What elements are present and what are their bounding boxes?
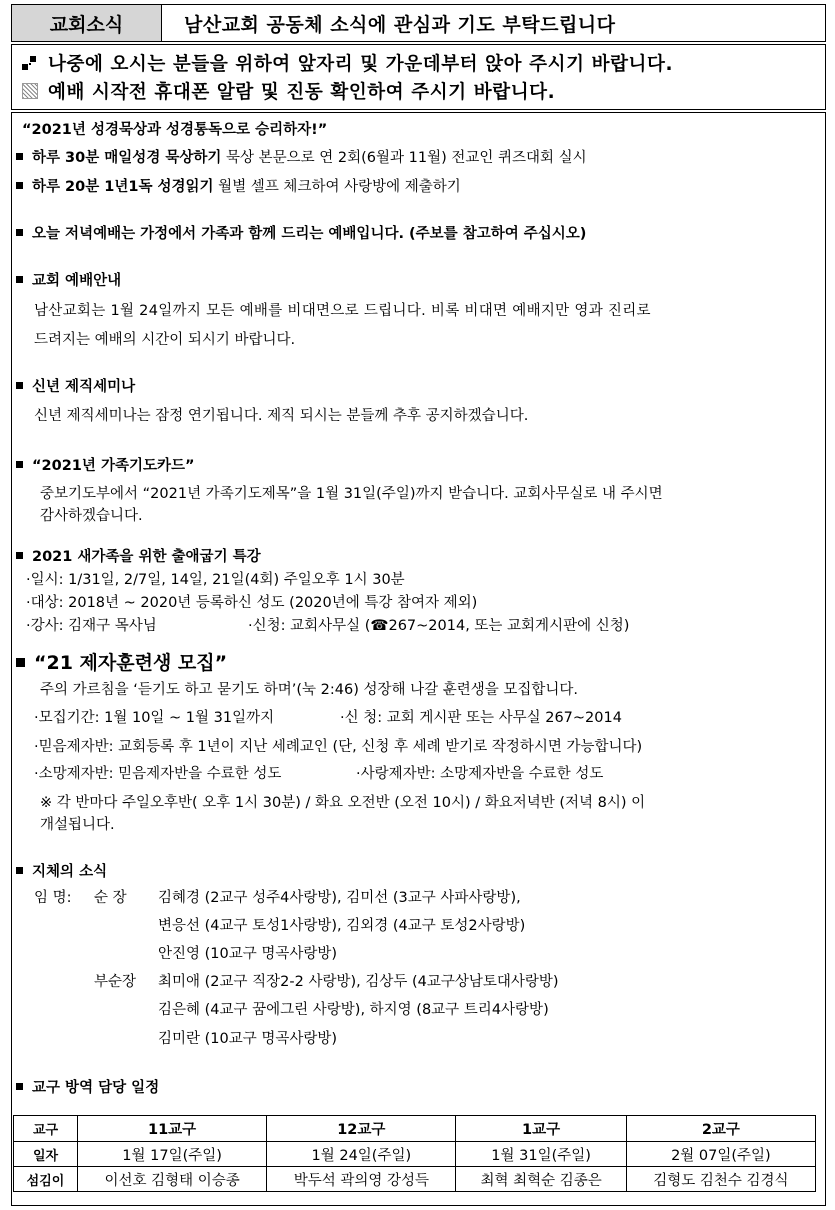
quarantine-title: 교구 방역 담당 일정 bbox=[16, 1078, 159, 1098]
body-news-title: 지체의 소식 bbox=[16, 862, 107, 882]
square-bullet-icon bbox=[16, 382, 23, 389]
section-tag: 교회소식 bbox=[12, 5, 162, 41]
bible-item-reading: 하루 20분 1년1독 성경읽기 월별 셀프 체크하여 사랑방에 제출하기 bbox=[16, 177, 461, 197]
disciple-love-class: ·사랑제자반: 소망제자반을 수료한 성도 bbox=[356, 766, 604, 782]
disciple-note-line1: ※ 각 반마다 주일오후반( 오후 1시 30분) / 화요 오전반 (오전 10시) / 화요저녁반 (저녁 8시) 이 bbox=[40, 795, 646, 811]
district-cell: 11교구 bbox=[78, 1116, 267, 1142]
square-bullet-icon bbox=[16, 1083, 23, 1090]
leader-line2: 변응선 (4교구 토성1사랑방), 김외경 (4교구 토성2사랑방) bbox=[158, 918, 526, 934]
servers-cell: 이선호 김형태 이승종 bbox=[78, 1167, 267, 1192]
quarantine-schedule-table bbox=[13, 1115, 816, 1192]
notice-seating-text: 나중에 오시는 분들을 위하여 앞자리 및 가운데부터 앉아 주시기 바랍니다. bbox=[48, 54, 674, 75]
servers-cell: 박두석 곽의영 강성득 bbox=[267, 1167, 456, 1192]
prayer-card-line1: 중보기도부에서 “2021년 가족기도제목”을 1월 31일(주일)까지 받습니다. 교회사무실로 내 주시면 bbox=[40, 486, 663, 502]
row-label-date: 일자 bbox=[14, 1142, 78, 1167]
square-bullet-icon bbox=[16, 552, 23, 559]
bible-item-meditation: 하루 30분 매일성경 묵상하기 묵상 본문으로 연 2회(6월과 11월) 전교인 퀴즈대회 실시 bbox=[16, 148, 587, 168]
leader-line1: 김혜경 (2교구 성주4사랑방), 김미선 (3교구 사파사랑방), bbox=[158, 890, 521, 906]
table-row bbox=[14, 1142, 816, 1167]
disciple-apply: ·신 청: 교회 게시판 또는 사무실 267~2014 bbox=[340, 710, 622, 726]
appoint-label: 임 명: bbox=[34, 890, 72, 906]
prayer-card-title: “2021년 가족기도카드” bbox=[16, 456, 195, 476]
family-lecture-apply: ·신청: 교회사무실 (☎267~2014, 또는 교회게시판에 신청) bbox=[248, 618, 630, 634]
notice-box bbox=[11, 44, 826, 110]
date-cell: 1월 24일(주일) bbox=[267, 1142, 456, 1167]
disciple-faith-class: ·믿음제자반: 교회등록 후 1년이 지난 세례교인 (단, 신청 후 세례 받기로 작정하시면 가능합니다) bbox=[34, 739, 643, 755]
date-cell: 1월 31일(주일) bbox=[456, 1142, 626, 1167]
disciple-period: ·모집기간: 1월 10일 ~ 1월 31일까지 bbox=[34, 710, 275, 726]
role-leader-label: 순 장 bbox=[94, 890, 127, 906]
worship-line1: 남산교회는 1월 24일까지 모든 예배를 비대면으로 드립니다. 비록 비대면 예배지만 영과 진리로 bbox=[34, 303, 651, 319]
leader-line3: 안진영 (10교구 명곡사랑방) bbox=[158, 946, 338, 962]
row-label-servers: 섬김이 bbox=[14, 1167, 78, 1192]
square-bullet-icon bbox=[16, 461, 23, 468]
family-lecture-title: 2021 새가족을 위한 출애굽기 특강 bbox=[16, 547, 261, 567]
subleader-line1: 최미애 (2교구 직장2-2 사랑방), 김상두 (4교구상남토대사랑방) bbox=[158, 974, 559, 990]
worship-line2: 드려지는 예배의 시간이 되시기 바랍니다. bbox=[34, 332, 296, 348]
disciple-intro: 주의 가르침을 ‘듣기도 하고 묻기도 하며’(눅 2:46) 성장해 나갈 훈련생을 모집합니다. bbox=[40, 682, 579, 698]
notice-line-phone bbox=[20, 77, 825, 105]
square-bullet-icon bbox=[16, 276, 23, 283]
date-cell: 2월 07일(주일) bbox=[626, 1142, 815, 1167]
header-title: 남산교회 공동체 소식에 관심과 기도 부탁드립니다 bbox=[184, 13, 616, 36]
notice-phone-text: 예배 시작전 휴대폰 알람 및 진동 확인하여 주시기 바랍니다. bbox=[48, 82, 556, 103]
family-lecture-date: ·일시: 1/31일, 2/7일, 14일, 21일(4회) 주일오후 1시 30분 bbox=[26, 572, 405, 588]
square-bullet-icon bbox=[16, 153, 23, 160]
family-lecture-lecturer: ·강사: 김재구 목사님 bbox=[26, 618, 157, 634]
evening-worship-notice: 오늘 저녁예배는 가정에서 가족과 함께 드리는 예배입니다. (주보를 참고하여 주십시오) bbox=[16, 224, 586, 244]
table-row bbox=[14, 1167, 816, 1192]
district-cell: 1교구 bbox=[456, 1116, 626, 1142]
checker-bullet-icon bbox=[20, 81, 40, 101]
prayer-card-line2: 감사하겠습니다. bbox=[40, 508, 143, 524]
subleader-line2: 김은혜 (4교구 꿈에그린 사랑방), 하지영 (8교구 트리4사랑방) bbox=[158, 1002, 549, 1018]
family-lecture-target: ·대상: 2018년 ~ 2020년 등록하신 성도 (2020년에 특강 참여자 제외) bbox=[26, 595, 478, 611]
square-bullet-icon bbox=[16, 182, 23, 189]
role-subleader-label: 부순장 bbox=[94, 974, 137, 990]
square-bullet-icon bbox=[16, 658, 25, 667]
row-label-district: 교구 bbox=[14, 1116, 78, 1142]
notice-line-seating bbox=[20, 49, 825, 77]
seat-bullet-icon bbox=[20, 53, 40, 73]
disciple-hope-class: ·소망제자반: 믿음제자반을 수료한 성도 bbox=[34, 766, 282, 782]
square-bullet-icon bbox=[16, 229, 23, 236]
servers-cell: 최혁 최혁순 김종은 bbox=[456, 1167, 626, 1192]
square-bullet-icon bbox=[16, 867, 23, 874]
table-row bbox=[14, 1116, 816, 1142]
disciple-note-line2: 개설됩니다. bbox=[40, 817, 115, 833]
subleader-line3: 김미란 (10교구 명곡사랑방) bbox=[158, 1031, 338, 1047]
seminar-line1: 신년 제직세미나는 잠정 연기됩니다. 제직 되시는 분들께 추후 공지하겠습니다. bbox=[34, 408, 529, 424]
seminar-title: 신년 제직세미나 bbox=[16, 377, 135, 397]
district-cell: 12교구 bbox=[267, 1116, 456, 1142]
disciple-title: “21 제자훈련생 모집” bbox=[16, 650, 227, 676]
bible-slogan: “2021년 성경묵상과 성경통독으로 승리하자!” bbox=[22, 122, 328, 138]
news-header bbox=[11, 4, 826, 42]
district-cell: 2교구 bbox=[626, 1116, 815, 1142]
worship-title: 교회 예배안내 bbox=[16, 271, 121, 291]
date-cell: 1월 17일(주일) bbox=[78, 1142, 267, 1167]
servers-cell: 김형도 김천수 김경식 bbox=[626, 1167, 815, 1192]
